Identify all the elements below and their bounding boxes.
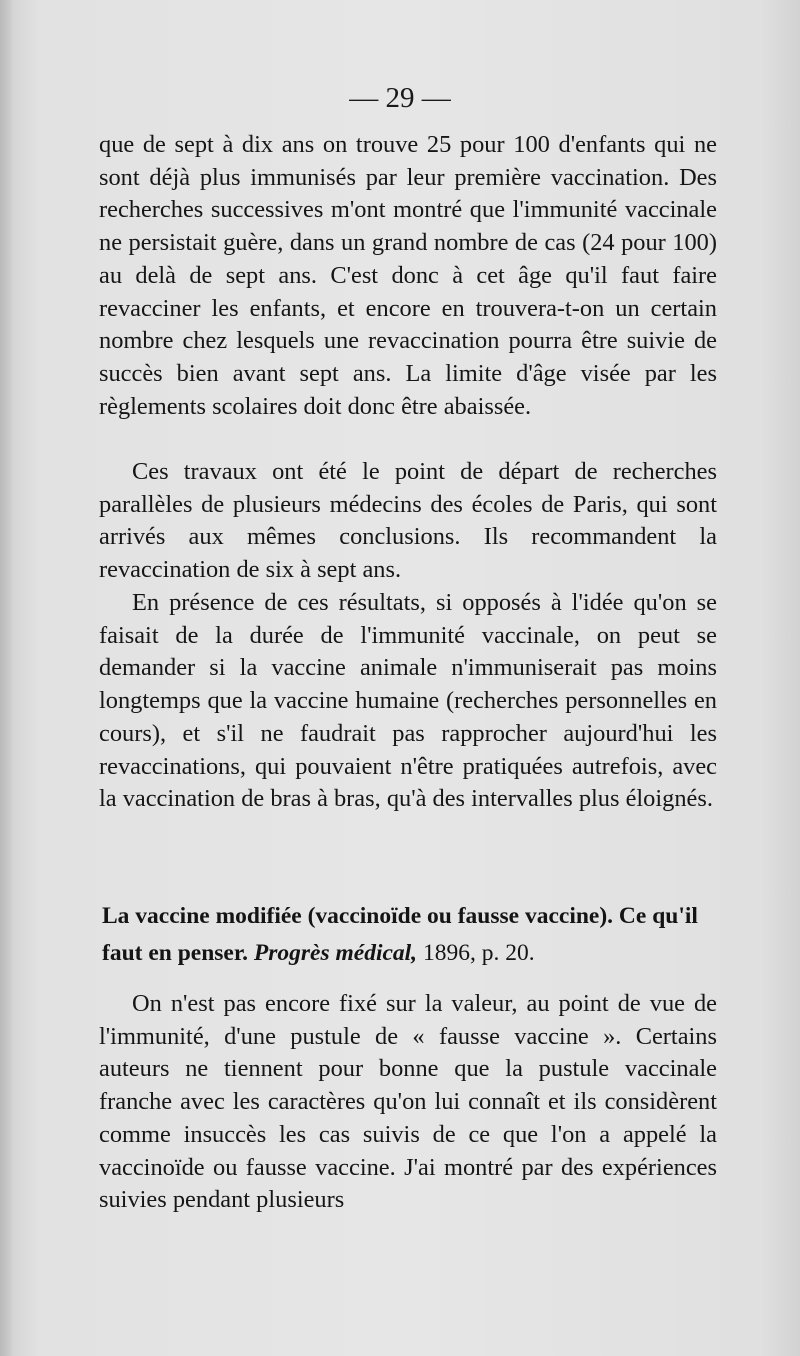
paragraph-3: En présence de ces résultats, si opposés à l'idée qu'on se faisait de la durée de l'immunité vaccinale, on peut se demander si la vaccine animale n'immuniserait pas moins longtemps que la vaccine humaine (recherches personnelles en cours), et s'il ne faudrait pas rapprocher aujourd'hui les revaccinations, qui pouvaient n'être pratiquées autrefois, avec la vaccination de bras à bras, qu'à des intervalles plus éloignés. — [99, 589, 717, 813]
section-heading — [102, 898, 724, 972]
page-number: — 29 — — [349, 82, 451, 114]
heading-year: 1896, p. 20. — [422, 940, 535, 966]
paragraph-4: On n'est pas encore fixé sur la valeur, au point de vue de l'immunité, d'une pustule de « fausse vaccine ». Certains auteurs ne tiennent pour bonne que la pustule vaccinale franche avec les caractères qu'on lui connaît et ils considèrent comme insuccès les cas suivis de ce que l'on a appelé la vaccinoïde ou fausse vaccine. J'ai montré par des expériences suivies pendant plusieurs — [99, 990, 717, 1214]
paragraph-2: Ces travaux ont été le point de départ de recherches parallèles de plusieurs médecins des écoles de Paris, qui sont arrivés aux mêmes conclusions. Ils recommandent la revaccination de six à sept ans. — [99, 458, 717, 584]
heading-journal: Progrès médical, — [253, 940, 418, 966]
heading-title: La vaccine modifiée (vaccinoïde ou fausse vaccine). Ce qu'il faut en penser. — [102, 903, 698, 966]
paragraph-1: que de sept à dix ans on trouve 25 pour 100 d'enfants qui ne sont déjà plus immunisés par leur première vaccination. Des recherches successives m'ont montré que l'immunité vaccinale ne persistait guère, dans un grand nombre de cas (24 pour 100) au delà de sept ans. C'est donc à cet âge qu'il faut faire revacciner les enfants, et encore en trouvera-t-on un certain nombre chez lesquels une revaccination pourra être suivie de succès bien avant sept ans. La limite d'âge visée par les règlements scolaires doit donc être abaissée. — [99, 131, 717, 420]
page-edge-shadow — [0, 0, 14, 1356]
